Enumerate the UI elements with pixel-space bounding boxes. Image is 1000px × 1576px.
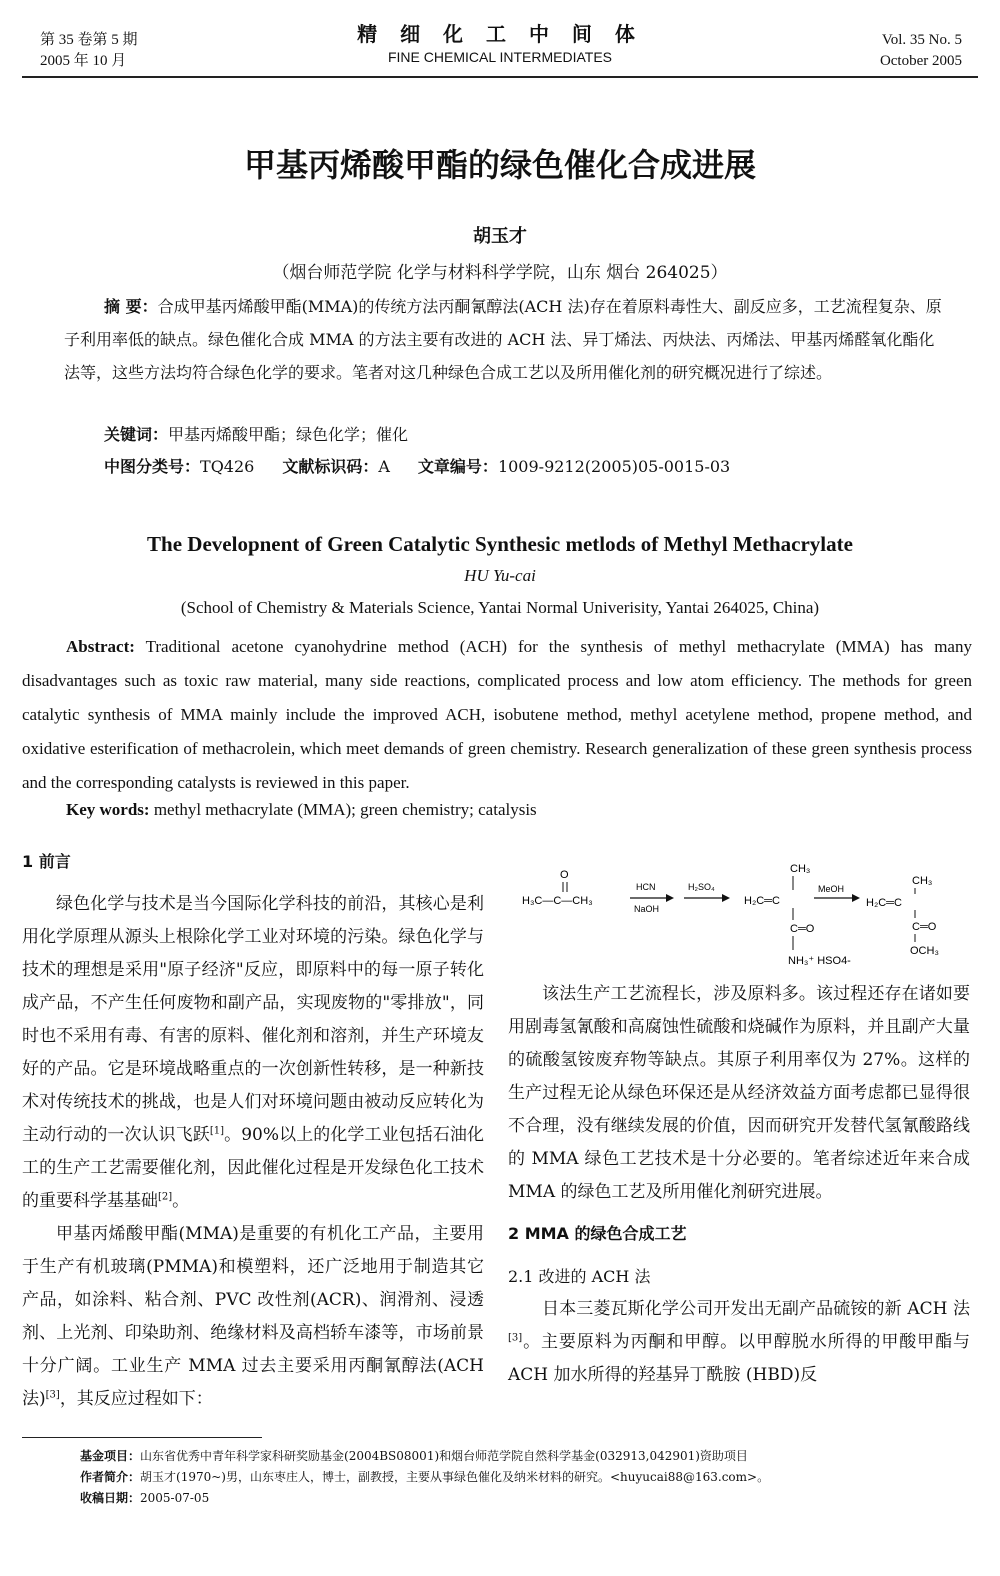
acetone-formula: H₃C—C—CH₃ <box>522 895 593 907</box>
author-affiliation: （烟台师范学院 化学与材料科学学院，山东 烟台 264025） <box>272 263 728 283</box>
ach-text-a: 日本三菱瓦斯化学公司开发出无副产品硫铵的新 ACH 法 <box>542 1299 970 1319</box>
right-column <box>508 978 970 1392</box>
left-column <box>22 845 484 1416</box>
author-name: 胡玉才 <box>473 226 527 247</box>
keywords-zh-text: 甲基丙烯酸甲酯；绿色化学；催化 <box>168 425 409 444</box>
english-abstract-text: Traditional acetone cyanohydrine method (ACH) for the synthesis of methyl methacrylate (MMA) has many disadvantages such as toxic raw material, many side reactions, complicated process and low atom efficiency. The methods for green catalytic synthesis of MMA mainly include the improved ACH, isobutene method, methyl acetylene method, propene method, and oxidative esterification of methacrolein, which meet demands of green chemistry. Research generalization of these green synthesis process and the corresponding catalysts is reviewed in this paper. <box>22 637 972 792</box>
section-2-1-heading: 2.1 改进的 ACH 法 <box>508 1267 651 1286</box>
english-keywords-text: methyl methacrylate (MMA); green chemistry; catalysis <box>153 800 537 819</box>
journal-issue-right <box>880 30 962 72</box>
received-date-label: 收稿日期： <box>80 1491 141 1505</box>
doc-code-label: 文献标识码： <box>282 457 379 476</box>
funding-label: 基金项目： <box>80 1449 141 1463</box>
citation-3[interactable]: [3] <box>45 1389 60 1401</box>
date-zh: 2005 年 10 月 <box>40 53 127 69</box>
reagent-meoh: MeOH <box>818 884 845 894</box>
received-date <box>80 1488 960 1509</box>
section-1-heading: 1 前言 <box>22 852 71 871</box>
clc-value: TQ426 <box>200 457 255 476</box>
english-keywords <box>66 800 537 820</box>
english-abstract-label: Abstract: <box>66 637 135 656</box>
funding-note <box>80 1446 960 1467</box>
intro-p1-text-b: 。90%以上的化学工业包括石油化工的生产工艺需要催化剂，因此催化过程是开发绿色化工技术的重要科学基基础 <box>22 1125 485 1211</box>
intermediate-ch3: CH₃ <box>790 863 811 875</box>
intro-p1-text-c: 。 <box>172 1191 190 1211</box>
intermediate-main: H₂C═C <box>744 895 780 907</box>
author-bio <box>80 1467 960 1488</box>
reagent-naoh: NaOH <box>634 904 660 914</box>
citation-1[interactable]: [1] <box>209 1125 225 1137</box>
volume-issue-zh: 第 35 卷第 5 期 <box>40 32 138 48</box>
abstract-zh-label: 摘 要： <box>104 297 158 316</box>
reaction-scheme <box>508 858 978 978</box>
intro-paragraph-2 <box>22 1218 484 1416</box>
reagent-h2so4: H₂SO₄ <box>688 882 715 892</box>
process-paragraph: 该法生产工艺流程长，涉及原料多。该过程还存在诸如要用剧毒氢氰酸和高腐蚀性硫酸和烧碱作为原料，并且副产大量的硫酸氢铵废弃物等缺点。其原子利用率仅为 27%。这样的生产过程无论从绿色环保还是从经济效益方面考虑都已显得很不合理，没有继续发展的价值，因而研究开发替代氢氰酸路线的 MMA 绿色工艺技术是十分必要的。笔者综述近年来合成 MMA 的绿色工艺及所用催化剂研究进展。 <box>508 984 970 1202</box>
intermediate-carbonyl: C═O <box>790 923 815 935</box>
citation-3b[interactable]: [3] <box>508 1332 523 1344</box>
citation-2[interactable]: [2] <box>158 1191 173 1203</box>
product-methoxy: OCH₃ <box>910 945 939 957</box>
arrow-1-head <box>666 894 674 902</box>
product-main: H₂C═C <box>866 897 902 909</box>
funding-text: 山东省优秀中青年科学家科研奖励基金(2004BS08001)和烟台师范学院自然科学基金(032913,042901)资助项目 <box>140 1449 748 1463</box>
english-affiliation: (School of Chemistry & Materials Science, Yantai Normal Univerisity, Yantai 264025, China) <box>180 598 820 617</box>
received-date-text: 2005-07-05 <box>140 1491 210 1505</box>
intro-p2-text-b: ，其反应过程如下： <box>59 1389 213 1409</box>
english-title: The Developnent of Green Catalytic Synthesic metlods of Methyl Methacrylate <box>147 532 853 556</box>
article-number-value: 1009-9212(2005)05-0015-03 <box>497 457 731 476</box>
footnote-rule <box>22 1437 262 1438</box>
english-keywords-label: Key words: <box>66 800 150 819</box>
journal-name-zh: 精 细 化 工 中 间 体 <box>357 22 643 46</box>
section-2-heading: 2 MMA 的绿色合成工艺 <box>508 1224 687 1243</box>
abstract-zh <box>64 290 944 389</box>
keywords-zh-label: 关键词： <box>104 425 169 444</box>
clc-label: 中图分类号： <box>104 457 201 476</box>
intro-paragraph-1 <box>22 888 484 1218</box>
product-ch3: CH₃ <box>912 875 933 887</box>
date-en: October 2005 <box>879 53 962 69</box>
abstract-zh-text: 合成甲基丙烯酸甲酯(MMA)的传统方法丙酮氰醇法(ACH 法)存在着原料毒性大、副反应多，工艺流程复杂、原子利用率低的缺点。绿色催化合成 MMA 的方法主要有改进的 ACH 法、异丁烯法、丙炔法、丙烯法、甲基丙烯醛氧化酯化法等，这些方法均符合绿色化学的要求。笔者对这几种绿色合成工艺以及所用催化剂的研究概况进行了综述。 <box>64 297 942 382</box>
keywords-zh <box>104 422 408 445</box>
header-rule <box>22 76 978 78</box>
intro-p2-text-a: 甲基丙烯酸甲酯(MMA)是重要的有机化工产品，主要用于生产有机玻璃(PMMA)和模塑料，还广泛地用于制造其它产品，如涂料、粘合剂、PVC 改性剂(ACR)、润滑剂、浸透剂、上光剂、印染助剂、绝缘材料及高档轿车漆等，市场前景十分广阔。工业生产 MMA 过去主要采用丙酮氰醇法(ACH 法) <box>22 1224 484 1409</box>
author-bio-label: 作者简介： <box>80 1470 141 1484</box>
intermediate-ammonium: NH₃⁺ HSO4- <box>788 955 851 967</box>
journal-name-en: FINE CHEMICAL INTERMEDIATES <box>387 49 613 65</box>
article-number-label: 文章编号： <box>417 457 498 476</box>
english-abstract <box>22 630 972 800</box>
arrow-2-head <box>722 894 730 902</box>
english-author: HU Yu-cai <box>464 566 536 585</box>
arrow-3-head <box>852 894 860 902</box>
intro-p1-text-a: 绿色化学与技术是当今国际化学科技的前沿，其核心是利用化学原理从源头上根除化学工业对环境的污染。绿色化学与技术的理想是采用"原子经济"反应，即原料中的每一原子转化成产品，不产生任何废物和副产品，实现废物的"零排放"，同时也不采用有毒、有害的原料、催化剂和溶剂，并生产环境友好的产品。它是环境战略重点的一次创新性转移，是一种新技术对传统技术的挑战，也是人们对环境问题由被动反应转化为主动行动的一次认识飞跃 <box>22 894 484 1145</box>
acetone-oxygen: O <box>560 869 569 881</box>
volume-issue-en: Vol. 35 No. 5 <box>881 32 962 48</box>
ach-text-b: 。主要原料为丙酮和甲醇。以甲醇脱水所得的甲酸甲酯与 ACH 加水所得的羟基异丁酰胺 (HBD)反 <box>508 1332 970 1385</box>
reagent-hcn: HCN <box>636 882 656 892</box>
doc-code-value: A <box>378 457 390 476</box>
classification-line <box>104 454 730 477</box>
product-carbonyl: C═O <box>912 921 937 933</box>
footnotes <box>80 1446 960 1509</box>
paper-title: 甲基丙烯酸甲酯的绿色催化合成进展 <box>243 146 756 184</box>
improved-ach-paragraph <box>508 1293 970 1392</box>
author-bio-text: 胡玉才(1970~)男，山东枣庄人，博士，副教授，主要从事绿色催化及纳米材料的研究。<huyucai88@163.com>。 <box>140 1470 770 1484</box>
journal-name <box>0 18 1000 65</box>
